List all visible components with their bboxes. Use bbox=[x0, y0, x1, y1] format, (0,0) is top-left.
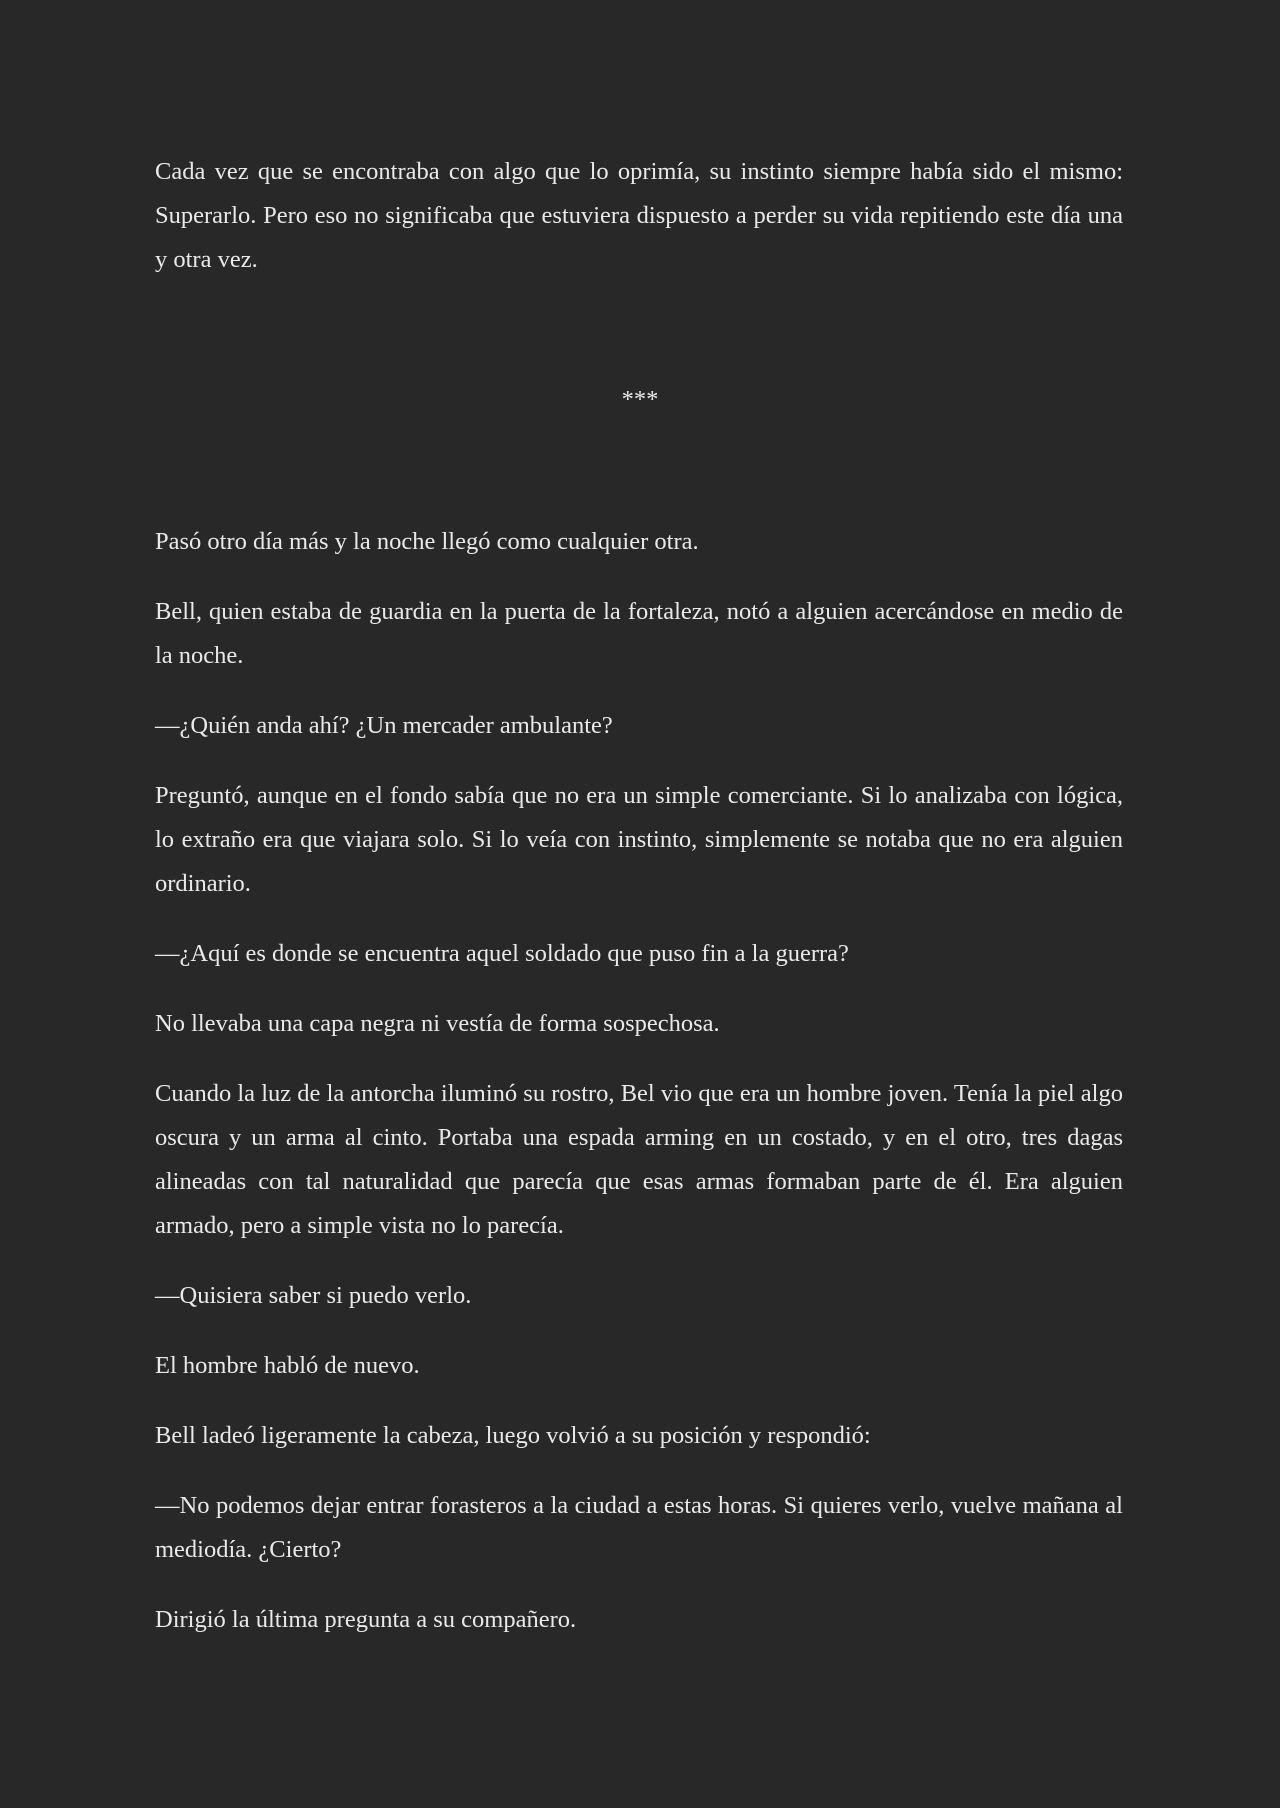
dialogue-paragraph: —¿Quién anda ahí? ¿Un mercader ambulante? bbox=[155, 712, 613, 739]
paragraph: Dirigió la última pregunta a su compañero. bbox=[155, 1606, 577, 1633]
scene-separator: *** bbox=[621, 386, 659, 413]
paragraph: Cuando la luz de la antorcha iluminó su rostro, Bel vio que era un hombre joven. Tenía la piel algo oscura y un arma al cinto. Portaba una espada arming en un costado, y en el otro, tres dagas alineadas con tal naturalidad que parecía que esas armas formaban parte de él. Era alguien armado, pero a simple vista no lo parecía. bbox=[155, 1080, 1123, 1239]
text-section-one bbox=[155, 150, 1123, 282]
paragraph: Cada vez que se encontraba con algo que lo oprimía, su instinto siempre había sido el mismo: Superarlo. Pero eso no significaba que estuviera dispuesto a perder su vida repitiendo este día una y otra vez. bbox=[155, 158, 1123, 273]
paragraph: El hombre habló de nuevo. bbox=[155, 1352, 420, 1379]
paragraph: Bell ladeó ligeramente la cabeza, luego volvió a su posición y respondió: bbox=[155, 1422, 871, 1449]
dialogue-paragraph: —¿Aquí es donde se encuentra aquel soldado que puso fin a la guerra? bbox=[155, 940, 849, 967]
dialogue-paragraph: —Quisiera saber si puedo verlo. bbox=[155, 1282, 472, 1309]
paragraph: No llevaba una capa negra ni vestía de forma sospechosa. bbox=[155, 1010, 720, 1037]
dialogue-paragraph: —No podemos dejar entrar forasteros a la ciudad a estas horas. Si quieres verlo, vuelve mañana al mediodía. ¿Cierto? bbox=[155, 1492, 1123, 1563]
text-section-two bbox=[155, 520, 1123, 1642]
paragraph: Pasó otro día más y la noche llegó como cualquier otra. bbox=[155, 528, 699, 555]
paragraph: Preguntó, aunque en el fondo sabía que no era un simple comerciante. Si lo analizaba con lógica, lo extraño era que viajara solo. Si lo veía con instinto, simplemente se notaba que no era alguien ordinario. bbox=[155, 782, 1123, 897]
paragraph: Bell, quien estaba de guardia en la puerta de la fortaleza, notó a alguien acercándose en medio de la noche. bbox=[155, 598, 1123, 669]
